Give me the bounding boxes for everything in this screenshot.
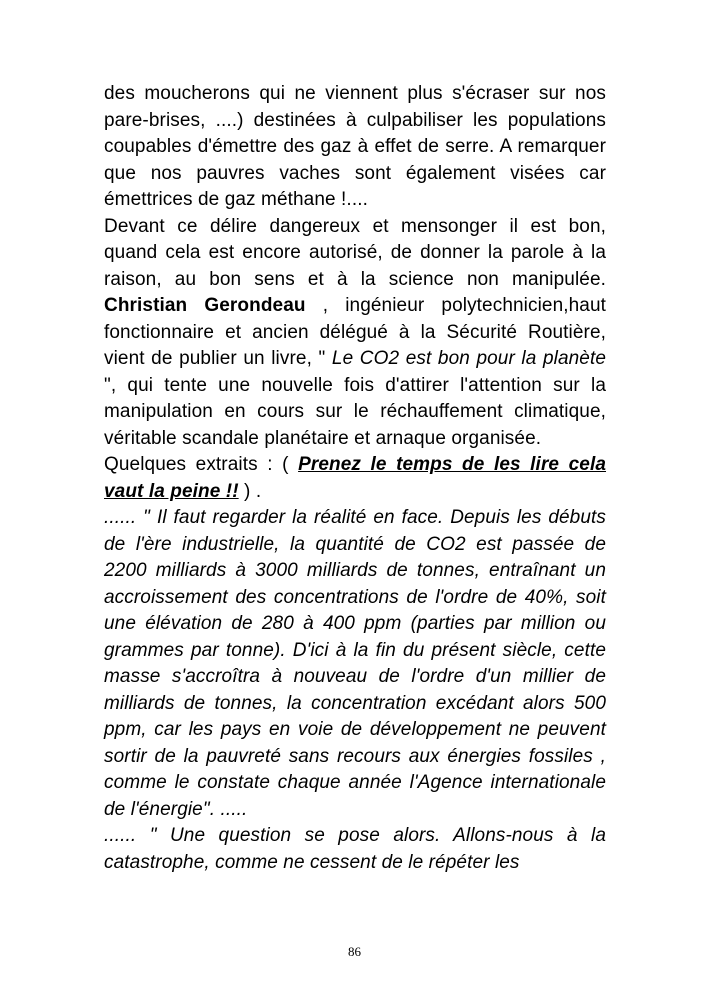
text-segment: ", qui tente une nouvelle fois d'attirer l'attention sur la manipulation en cours sur le réchauffement climatique, véritable scandale planétaire et arnaque organisée. — [104, 374, 606, 449]
text-segment: Quelques extraits : ( — [104, 454, 299, 475]
text-segment: Christian Gerondeau — [104, 295, 306, 316]
paragraph — [104, 505, 606, 823]
page-footer — [0, 944, 709, 960]
text-segment: des moucherons qui ne viennent plus s'écraser sur nos pare-brises, ....) destinées à culpabiliser les populations coupables d'émettre des gaz à effet de serre. A remarquer que nos pauvres vaches sont également visées car émettrices de gaz méthane !.... — [104, 83, 606, 210]
paragraph — [104, 214, 606, 453]
text-segment: , ingénieur polytechnicien,haut fonctionnaire et ancien délégué à la Sécurité Routière, vient de publier un livre, " — [104, 295, 606, 369]
paragraph — [104, 81, 606, 214]
text-segment: ...... " Il faut regarder la réalité en face. Depuis les débuts de l'ère industrielle, la quantité de CO2 est passée de 2200 milliards à 3000 milliards de tonnes, entraînant un accroissement des concentrations de l'ordre de 40%, soit une élévation de 280 à 400 ppm (parties par million ou grammes par tonne). D'ici à la fin du présent siècle, cette masse s'accroîtra à nouveau de l'ordre d'un millier de milliards de tonnes, la concentration excédant alors 500 ppm, car les pays en voie de développement ne peuvent sortir de la pauvreté sans recours aux énergies fossiles , comme le constate chaque année l'Agence internationale de l'énergie". ..... — [104, 507, 606, 820]
text-segment: Devant ce délire dangereux et mensonger il est bon, quand cela est encore autorisé, de donner la parole à la raison, au bon sens et à la science non manipulée. — [104, 215, 606, 290]
text-segment: ...... " Une question se pose alors. Allons-nous à la catastrophe, comme ne cessent de le répéter les — [104, 825, 606, 873]
text-segment: Prenez le temps de les lire cela vaut la peine !! — [104, 454, 607, 502]
paragraph — [104, 823, 606, 876]
page-number: 86 — [348, 944, 361, 959]
paragraph — [104, 452, 606, 505]
text-segment: Le CO2 est bon pour la planète — [331, 348, 606, 369]
text-segment: ) . — [238, 480, 262, 502]
text-block — [104, 81, 606, 876]
